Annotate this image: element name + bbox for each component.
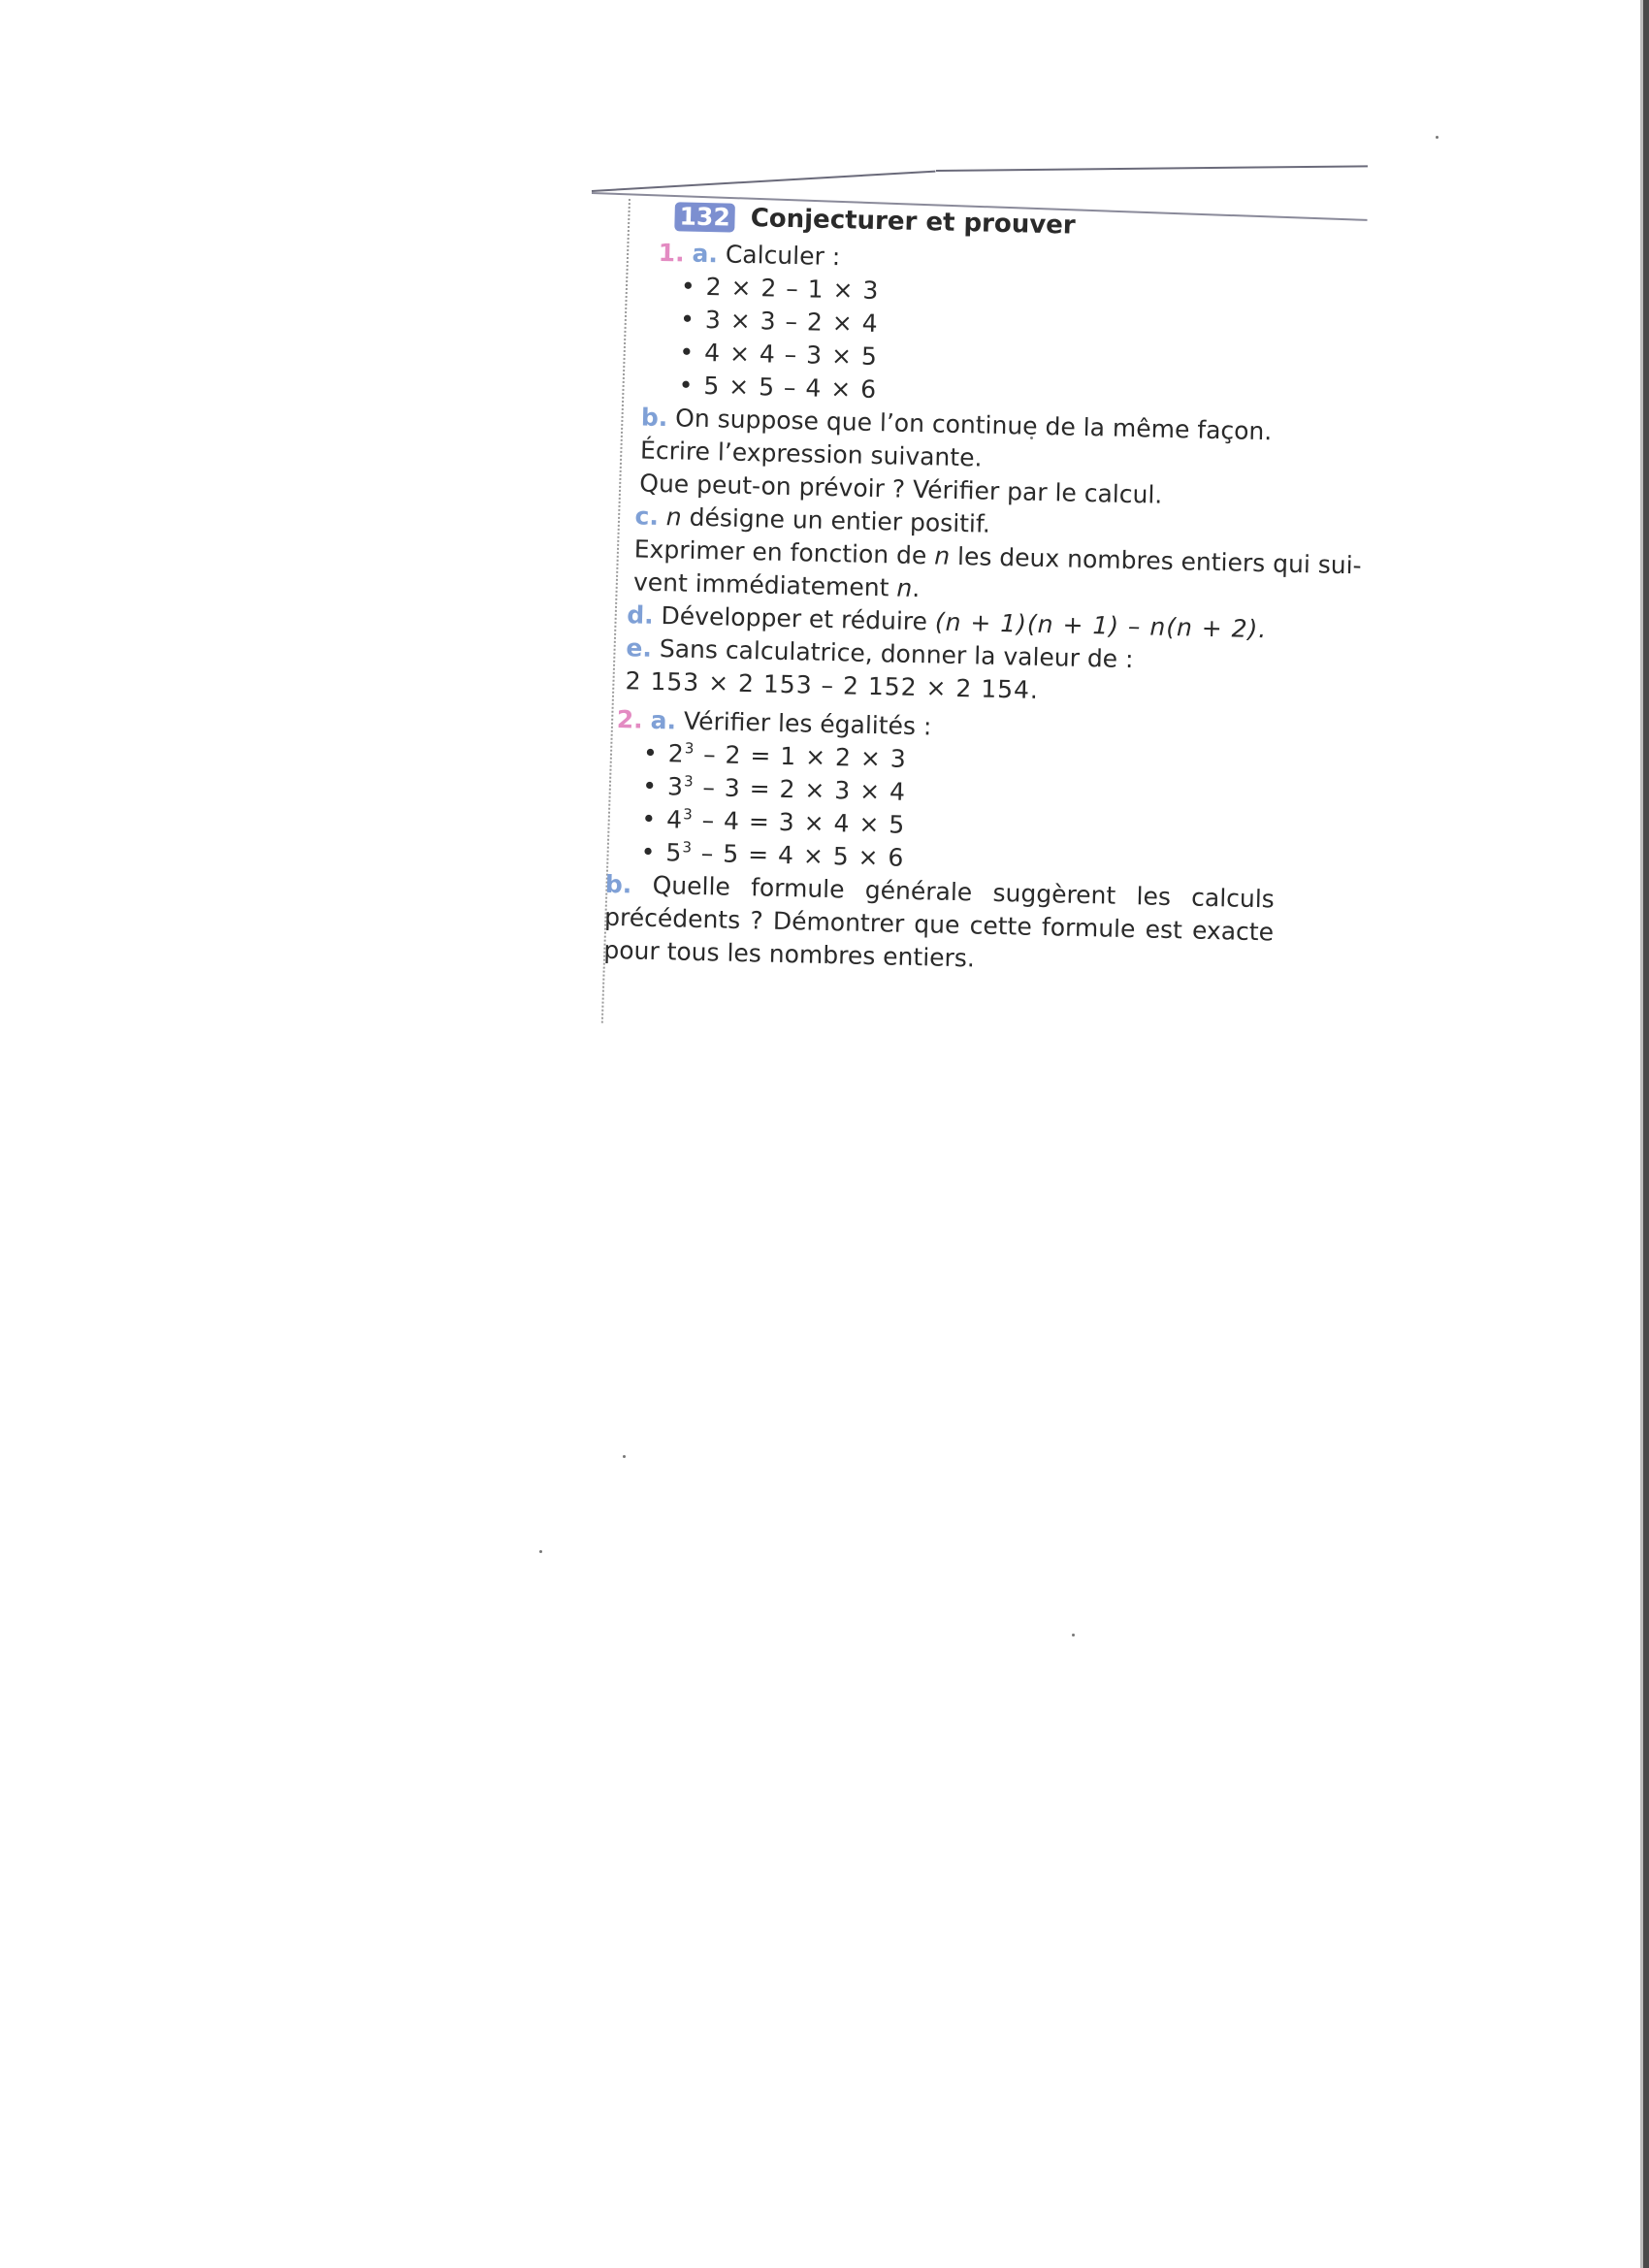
part1-e-line1: e. Sans calculatrice, donner la valeur de : [626,633,1134,674]
part1-d-expression: (n + 1)(n + 1) – n(n + 2). [934,607,1268,644]
scan-speck [623,1455,626,1458]
part1-a-item: • 2 × 2 – 1 × 3 [680,272,880,306]
part2-b-paragraph [603,868,1275,983]
scan-speck [1072,1634,1075,1636]
part2-a-item: • $4^3 - 4 = 3 \times 4 \times 5$ [641,804,906,839]
part1-d-label: d. [626,600,655,630]
scan-speck [539,1550,542,1553]
part1-b-label: b. [640,403,668,433]
part1-e-label: e. [626,633,653,663]
part1-b-line1: b. On suppose que l’on continue de la même façon. [640,403,1273,446]
exercise-number-badge: 132 [674,202,735,232]
part1-label: 1. [658,238,685,268]
part1-a-item: • 5 × 5 – 4 × 6 [678,371,878,405]
exercise-title: Conjecturer et prouver [750,204,1077,241]
part2-a-label: a. [650,705,677,735]
part2-b-label: b. [604,869,632,899]
scan-speck [1436,136,1439,139]
scan-edge-shadow [1643,0,1649,2268]
part1-a-item: • 4 × 4 – 3 × 5 [679,338,879,372]
part1-c-line3: vent immédiatement n. [632,567,921,603]
part1-a-text: Calculer : [725,240,841,272]
part1-a-item: • 3 × 3 – 2 × 4 [679,305,879,339]
paper-cut-line-top [936,165,1368,172]
paper-cut-line-left [592,171,936,192]
part1-c-line1: c. n désigne un entier positif. [634,502,991,538]
part1-c-line2: Exprimer en fonction de n les deux nombres entiers qui sui- [633,535,1362,580]
part2-a-item: • $5^3 - 5 = 4 \times 5 \times 6$ [640,837,905,872]
part1-c-label: c. [634,502,660,531]
part1-e-expression: 2 153 × 2 153 – 2 152 × 2 154. [625,666,1040,704]
part1-b-line2: Écrire l’expression suivante. [639,436,983,472]
part1-a-label: a. [692,239,719,269]
exercise-132 [603,199,1362,982]
part2-a-heading: 2. a. Vérifier les égalités : [616,705,932,741]
part1-d-line: d. Développer et réduire (n + 1)(n + 1) – n(n + 2). [626,600,1268,644]
part1-b-line3: Que peut-on prévoir ? Vérifier par le calcul. [639,469,1163,509]
part2-a-item: • $3^3 - 3 = 2 \times 3 \times 4$ [641,771,907,806]
part2-b-text: Quelle formule générale suggèrent les calculs précédents ? Démontrer que cette formule est exacte pour tous les nombres entiers. [603,870,1276,973]
part2-a-item: • $2^3 - 2 = 1 \times 2 \times 3$ [642,738,908,773]
part2-label: 2. [616,705,644,734]
